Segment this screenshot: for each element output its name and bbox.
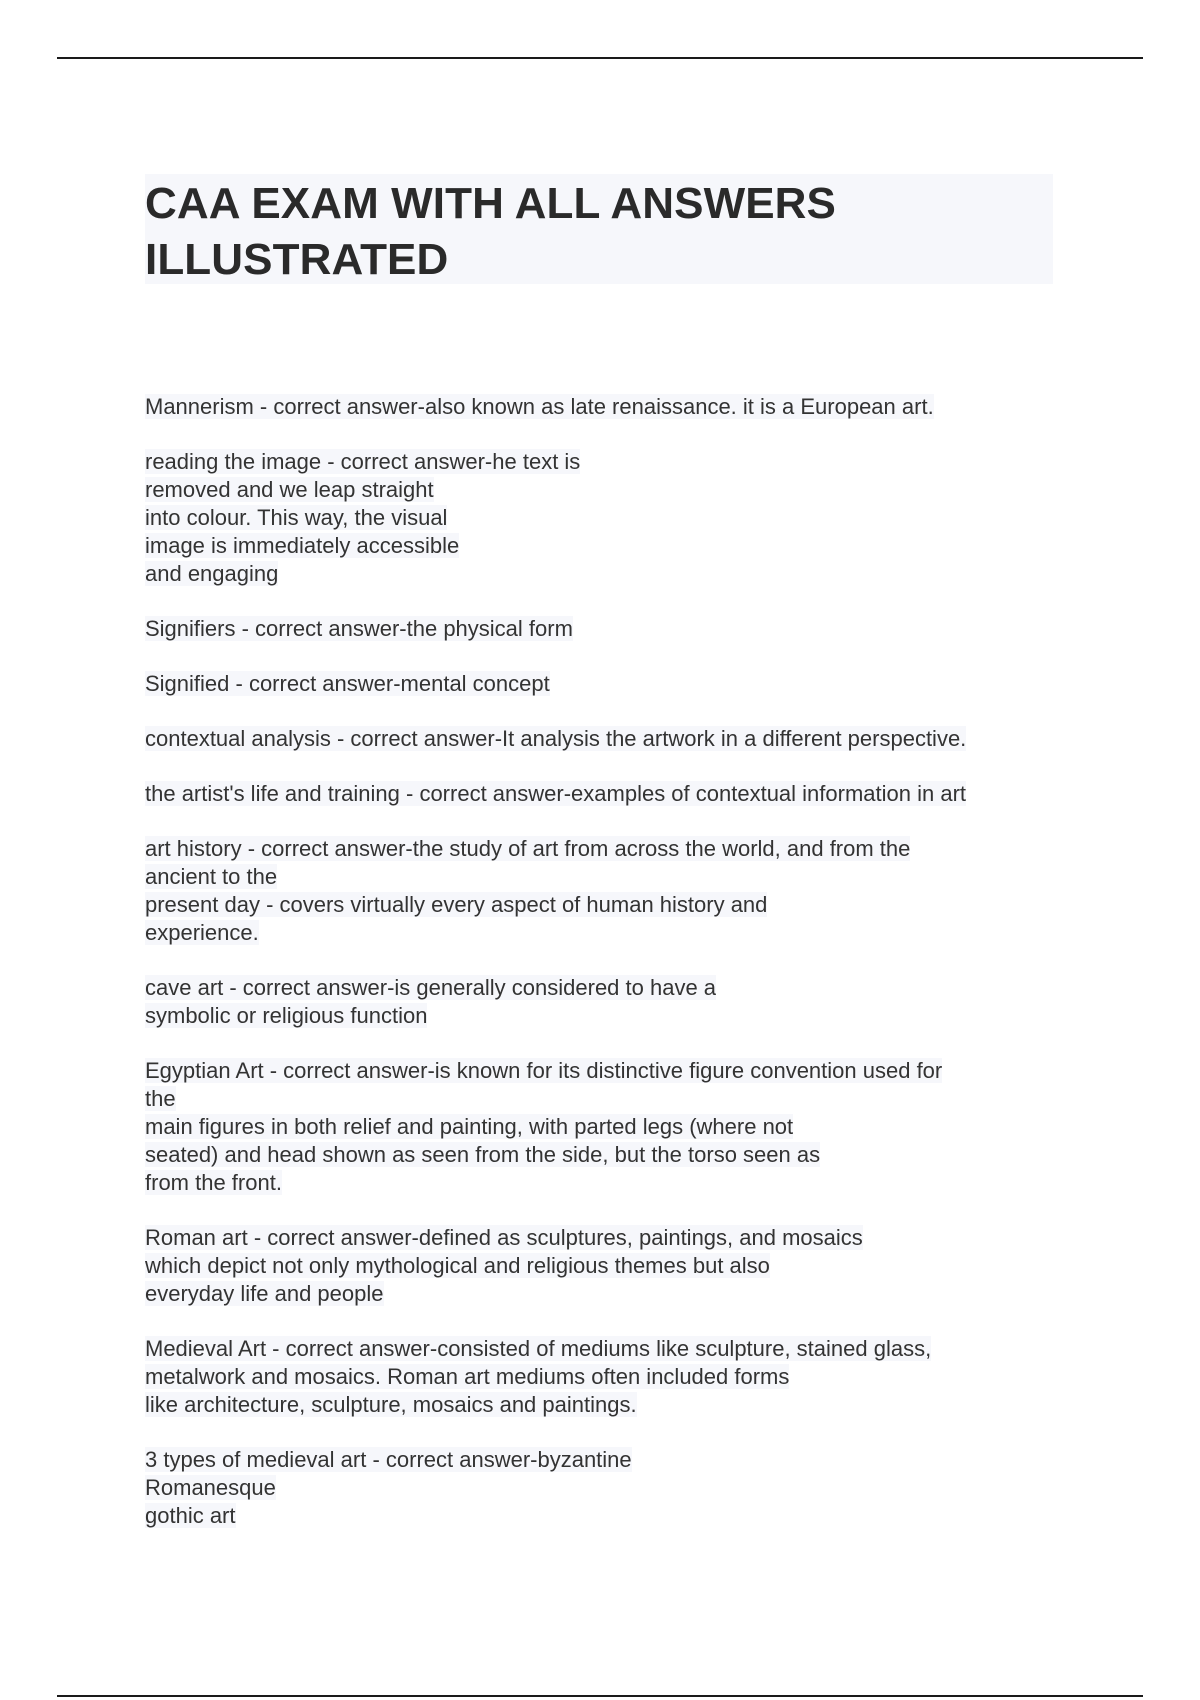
entry-line — [145, 448, 1065, 476]
entry-line — [145, 863, 1065, 891]
entry-line-text: contextual analysis - correct answer-It analysis the artwork in a different perspective. — [145, 726, 967, 751]
document-title — [145, 176, 1045, 288]
entry-line — [145, 1085, 1065, 1113]
bottom-rule — [57, 1695, 1143, 1697]
entry-art-history — [145, 835, 1065, 947]
entry-line — [145, 891, 1065, 919]
entry-line-text: Mannerism - correct answer-also known as late renaissance. it is a European art. — [145, 394, 934, 419]
entry-line — [145, 919, 1065, 947]
entry-line — [145, 1474, 1065, 1502]
entry-line — [145, 560, 1065, 588]
entry-roman-art — [145, 1224, 1065, 1308]
entry-line — [145, 532, 1065, 560]
entry-artists-life — [145, 780, 1065, 808]
entry-line-text: seated) and head shown as seen from the side, but the torso seen as — [145, 1142, 821, 1167]
entry-line — [145, 393, 1065, 421]
entry-line — [145, 725, 1065, 753]
entry-line-text: ancient to the — [145, 864, 278, 889]
answer-list — [145, 393, 1065, 1557]
entry-mannerism — [145, 393, 1065, 421]
top-rule — [57, 57, 1143, 59]
entry-line — [145, 1252, 1065, 1280]
title-line: ILLUSTRATED — [145, 235, 449, 284]
entry-line-text: art history - correct answer-the study of art from across the world, and from the — [145, 836, 911, 861]
entry-line — [145, 476, 1065, 504]
entry-line-text: the artist's life and training - correct answer-examples of contextual information in art — [145, 781, 967, 806]
entry-signifiers — [145, 615, 1065, 643]
entry-line — [145, 670, 1065, 698]
entry-line — [145, 1502, 1065, 1530]
entry-line-text: 3 types of medieval art - correct answer-byzantine — [145, 1447, 632, 1472]
entry-line-text: the — [145, 1086, 176, 1111]
entry-line-text: which depict not only mythological and religious themes but also — [145, 1253, 770, 1278]
entry-line-text: Medieval Art - correct answer-consisted of mediums like sculpture, stained glass, — [145, 1336, 932, 1361]
entry-line — [145, 1057, 1065, 1085]
entry-line-text: Signified - correct answer-mental concept — [145, 671, 550, 696]
entry-line-text: experience. — [145, 920, 259, 945]
entry-line — [145, 1169, 1065, 1197]
entry-line-text: and engaging — [145, 561, 279, 586]
entry-line-text: like architecture, sculpture, mosaics and paintings. — [145, 1392, 637, 1417]
entry-line — [145, 835, 1065, 863]
entry-line-text: from the front. — [145, 1170, 282, 1195]
entry-signified — [145, 670, 1065, 698]
entry-line-text: gothic art — [145, 1503, 236, 1528]
entry-line — [145, 504, 1065, 532]
entry-line-text: main figures in both relief and painting, with parted legs (where not — [145, 1114, 794, 1139]
entry-line-text: Signifiers - correct answer-the physical form — [145, 616, 573, 641]
title-line: CAA EXAM WITH ALL ANSWERS — [145, 179, 836, 228]
entry-line-text: metalwork and mosaics. Roman art mediums often included forms — [145, 1364, 790, 1389]
entry-line — [145, 1280, 1065, 1308]
entry-line-text: reading the image - correct answer-he text is — [145, 449, 581, 474]
entry-contextual-analysis — [145, 725, 1065, 753]
entry-line — [145, 974, 1065, 1002]
entry-line-text: symbolic or religious function — [145, 1003, 428, 1028]
entry-line — [145, 1002, 1065, 1030]
entry-line-text: everyday life and people — [145, 1281, 384, 1306]
entry-line-text: into colour. This way, the visual — [145, 505, 448, 530]
entry-line — [145, 1224, 1065, 1252]
entry-reading-the-image — [145, 448, 1065, 588]
entry-line — [145, 1141, 1065, 1169]
entry-line-text: image is immediately accessible — [145, 533, 460, 558]
entry-line — [145, 1391, 1065, 1419]
entry-line — [145, 1363, 1065, 1391]
entry-cave-art — [145, 974, 1065, 1030]
entry-line — [145, 1335, 1065, 1363]
entry-line-text: Roman art - correct answer-defined as sculptures, paintings, and mosaics — [145, 1225, 863, 1250]
entry-line — [145, 780, 1065, 808]
entry-medieval-art — [145, 1335, 1065, 1419]
entry-line — [145, 615, 1065, 643]
entry-line-text: Romanesque — [145, 1475, 276, 1500]
entry-types-of-medieval-art — [145, 1446, 1065, 1530]
entry-line-text: Egyptian Art - correct answer-is known for its distinctive figure convention used for — [145, 1058, 943, 1083]
entry-line-text: removed and we leap straight — [145, 477, 434, 502]
entry-line-text: present day - covers virtually every aspect of human history and — [145, 892, 768, 917]
entry-line-text: cave art - correct answer-is generally considered to have a — [145, 975, 717, 1000]
entry-line — [145, 1113, 1065, 1141]
entry-egyptian-art — [145, 1057, 1065, 1197]
entry-line — [145, 1446, 1065, 1474]
